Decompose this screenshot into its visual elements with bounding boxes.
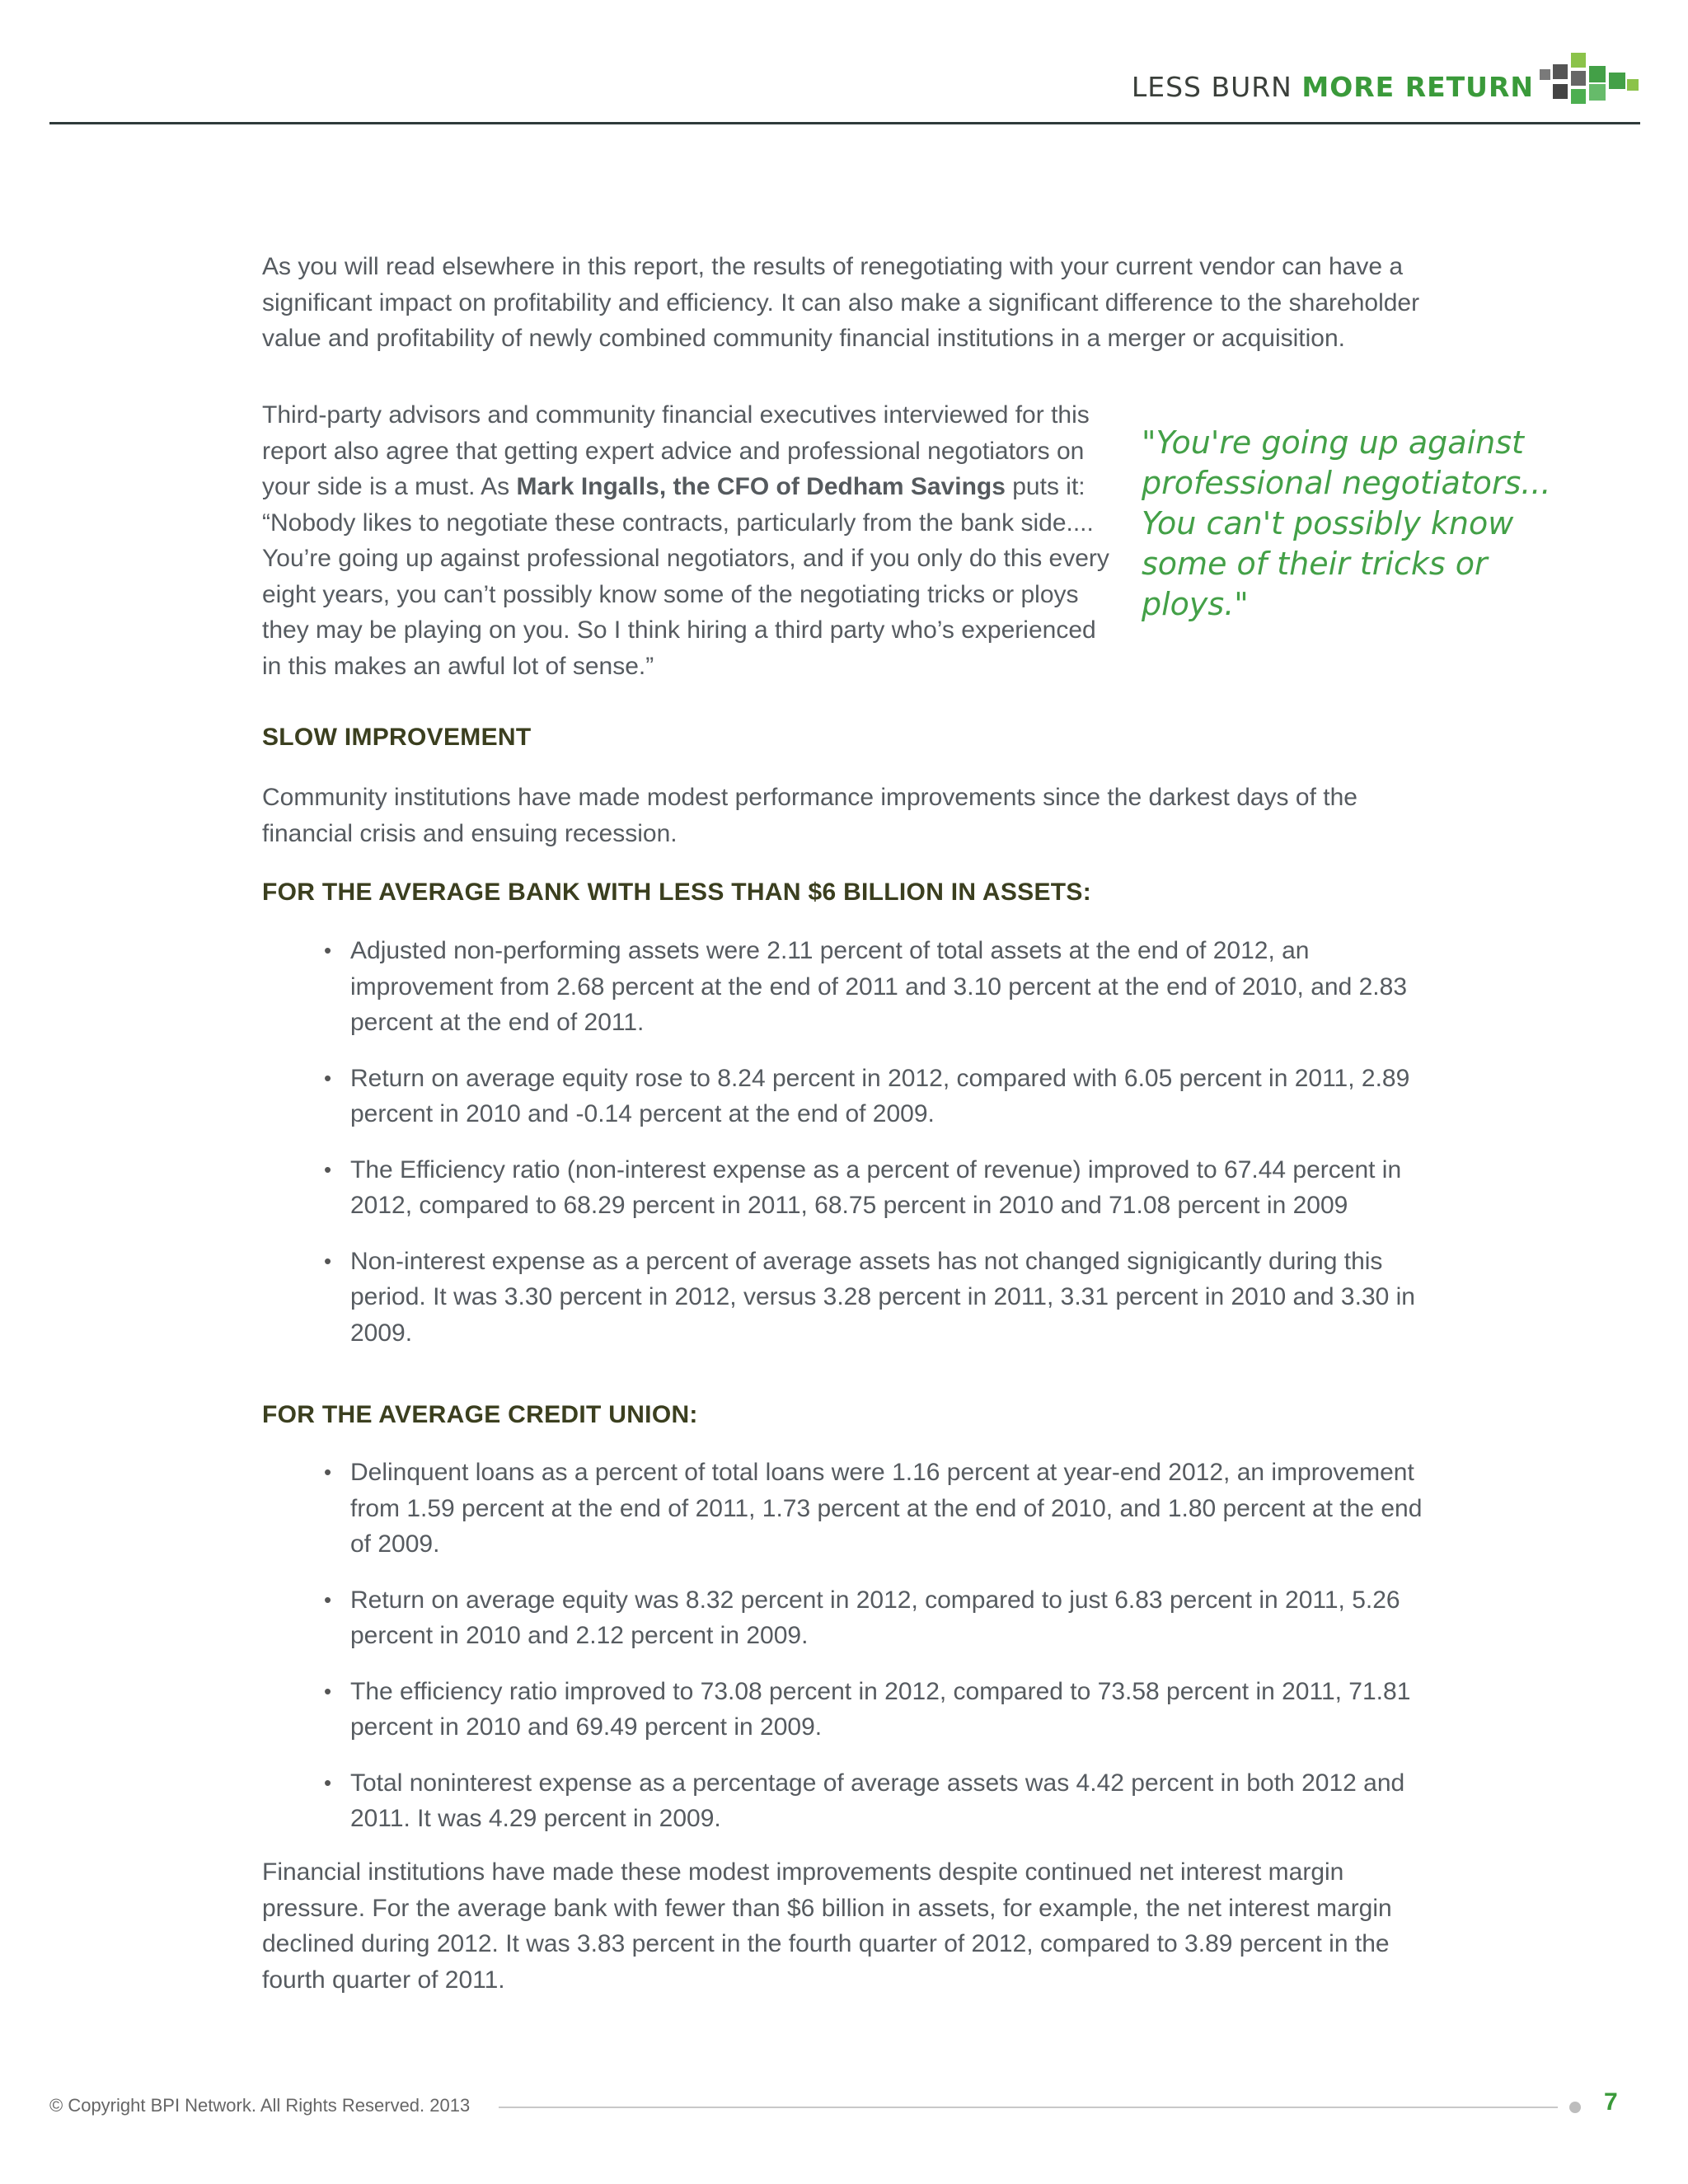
header-rule (49, 122, 1640, 124)
intro-paragraph: As you will read elsewhere in this report, the results of renegotiating with your current vendor can have a significant impact on profitability and efficiency. It can also make a significant difference to the shareholder value and profitability of newly combined community financial institutions in a merger or acquisition. (262, 253, 1420, 352)
green-grid-logo-icon (1540, 51, 1642, 117)
page-number: 7 (1604, 2088, 1618, 2116)
credit-union-bullet: • Return on average equity was 8.32 percent in 2012, compared to just 6.83 percent in 2011, 5.26 percent in 2010 and 2.12 percent in 2009. (326, 1582, 1426, 1654)
closing-paragraph: Financial institutions have made these modest improvements despite continued net interest margin pressure. For the average bank with fewer than $6 billion in assets, for example, the net interest margin declined during 2012. It was 3.83 percent in the fourth quarter of 2012, compared to 3.89 percent in the fourth quarter of 2011. (262, 1858, 1392, 1994)
header-title-part2: MORE RETURN (1301, 71, 1534, 103)
header-title (1132, 71, 1534, 103)
footer-dot-icon (1569, 2102, 1581, 2113)
bank-bullet: • Adjusted non-performing assets were 2.11 percent of total assets at the end of 2012, an improvement from 2.68 percent at the end of 2011 and 3.10 percent at the end of 2010, and 2.83 percent at the end of 2011. (326, 933, 1426, 1041)
bank-bullet: • Return on average equity rose to 8.24 percent in 2012, compared with 6.05 percent in 2011, 2.89 percent in 2010 and -0.14 percent at the end of 2009. (326, 1061, 1426, 1132)
slow-improvement-paragraph: Community institutions have made modest performance improvements since the darkest days of the financial crisis and ensuing recession. (262, 784, 1357, 847)
bank-heading: FOR THE AVERAGE BANK WITH LESS THAN $6 BILLION IN ASSETS: (262, 879, 1092, 906)
pull-quote: "You're going up against professional negotiators... You can't possibly know some of their tricks or ploys." (1142, 424, 1551, 622)
copyright-text: © Copyright BPI Network. All Rights Reserved. 2013 (49, 2095, 471, 2116)
credit-union-bullet: • The efficiency ratio improved to 73.08 percent in 2012, compared to 73.58 percent in 2011, 71.81 percent in 2010 and 69.49 percent in 2009. (326, 1674, 1426, 1746)
bank-bullet-list (326, 933, 1426, 1371)
header-title-part1: LESS BURN (1131, 71, 1292, 103)
credit-union-bullet-list (326, 1455, 1426, 1857)
slow-improvement-heading: SLOW IMPROVEMENT (262, 724, 532, 751)
bank-bullet: • Non-interest expense as a percent of average assets has not changed signigicantly during this period. It was 3.30 percent in 2012, versus 3.28 percent in 2011, 3.31 percent in 2010 and 3.30 in 2009. (326, 1244, 1426, 1352)
advisors-text-1: Third-party advisors and community financial executives interviewed for this report also agree that getting expert advice and professional negotiators on your side is a must. As (262, 401, 1090, 500)
bank-bullet: • The Efficiency ratio (non-interest expense as a percent of revenue) improved to 67.44 percent in 2012, compared to 68.29 percent in 2011, 68.75 percent in 2010 and 71.08 percent in 2009 (326, 1152, 1426, 1224)
advisors-paragraph (262, 397, 1119, 684)
cfo-name: Mark Ingalls, the CFO of Dedham Savings (516, 473, 1006, 500)
footer-rule (499, 2107, 1558, 2108)
credit-union-heading: FOR THE AVERAGE CREDIT UNION: (262, 1401, 698, 1428)
advisors-text-2: puts it: “Nobody likes to negotiate these contracts, particularly from the bank side.... You’re going up against professional negotiators, and if you only do this every eight years, you can’t possibly know some of the negotiating tricks or ploys they may be playing on you. So I think hiring a third party who’s experienced in this makes an awful lot of sense.” (262, 473, 1109, 680)
credit-union-bullet: • Delinquent loans as a percent of total loans were 1.16 percent at year-end 2012, an improvement from 1.59 percent at the end of 2011, 1.73 percent at the end of 2010, and 1.80 percent at the end of 2009. (326, 1455, 1426, 1563)
credit-union-bullet: • Total noninterest expense as a percentage of average assets was 4.42 percent in both 2012 and 2011. It was 4.29 percent in 2009. (326, 1765, 1426, 1837)
